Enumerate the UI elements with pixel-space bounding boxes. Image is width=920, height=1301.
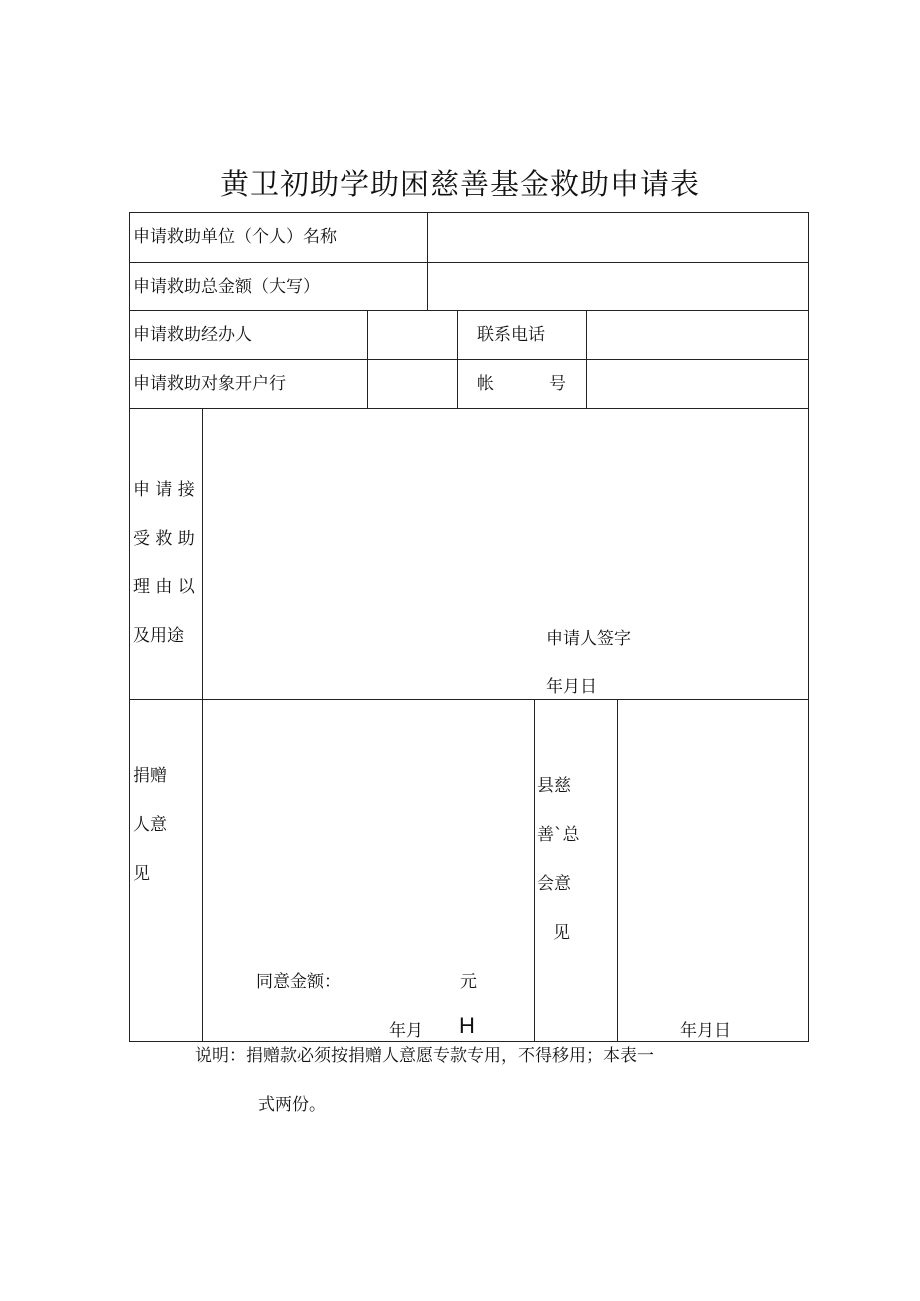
charity-label-line: 会意 — [537, 874, 571, 894]
donor-label-line: 人意 — [133, 815, 167, 835]
row-divider — [129, 408, 809, 409]
row-divider — [129, 262, 809, 263]
donor-date-label: 年月 — [389, 1021, 423, 1041]
unit-name-label: 申请救助单位（个人）名称 — [133, 227, 337, 247]
donor-label-line: 捐赠 — [133, 766, 167, 786]
charity-date-label: 年月日 — [680, 1021, 731, 1041]
table-border-top — [129, 212, 809, 213]
page-title: 黄卫初助学助困慈善基金救助申请表 — [219, 167, 700, 201]
reason-label-line: 申 请 接 — [133, 480, 195, 500]
phone-label: 联系电话 — [477, 325, 545, 345]
column-divider — [367, 310, 368, 408]
reason-label-line: 及用途 — [133, 626, 184, 646]
donor-date-mark: H — [459, 1013, 475, 1038]
total-amount-label: 申请救助总金额（大写） — [133, 277, 320, 297]
applicant-date-label: 年月日 — [546, 677, 597, 697]
bank-label: 申请救助对象开户行 — [133, 374, 286, 394]
column-divider — [202, 408, 203, 1042]
note-line-2: 式两份。 — [258, 1095, 326, 1115]
table-border-bottom — [129, 1041, 809, 1042]
column-divider — [534, 699, 535, 1042]
column-divider — [617, 699, 618, 1042]
account-label-part2: 号 — [549, 374, 566, 394]
handler-label: 申请救助经办人 — [133, 325, 252, 345]
donor-label-line: 见 — [133, 864, 150, 884]
currency-unit: 元 — [460, 972, 477, 992]
reason-label-line: 受 救 助 — [133, 529, 195, 549]
row-divider — [129, 359, 809, 360]
applicant-signature-label: 申请人签字 — [546, 629, 631, 649]
charity-label-line: 善`总 — [537, 825, 580, 845]
reason-label-line: 理 由 以 — [133, 577, 195, 597]
row-divider — [129, 310, 809, 311]
column-divider — [586, 310, 587, 408]
account-label-part1: 帐 — [477, 374, 494, 394]
note-line-1: 说明：捐赠款必须按捐赠人意愿专款专用，不得移用；本表一 — [195, 1046, 654, 1066]
row-divider — [129, 699, 809, 700]
column-divider — [427, 212, 428, 310]
table-border-right — [808, 212, 809, 1042]
column-divider — [457, 310, 458, 408]
charity-label-line: 见 — [553, 923, 570, 943]
table-border-left — [129, 212, 130, 1042]
charity-label-line: 县慈 — [537, 776, 571, 796]
agreed-amount-label: 同意金额： — [256, 972, 341, 992]
